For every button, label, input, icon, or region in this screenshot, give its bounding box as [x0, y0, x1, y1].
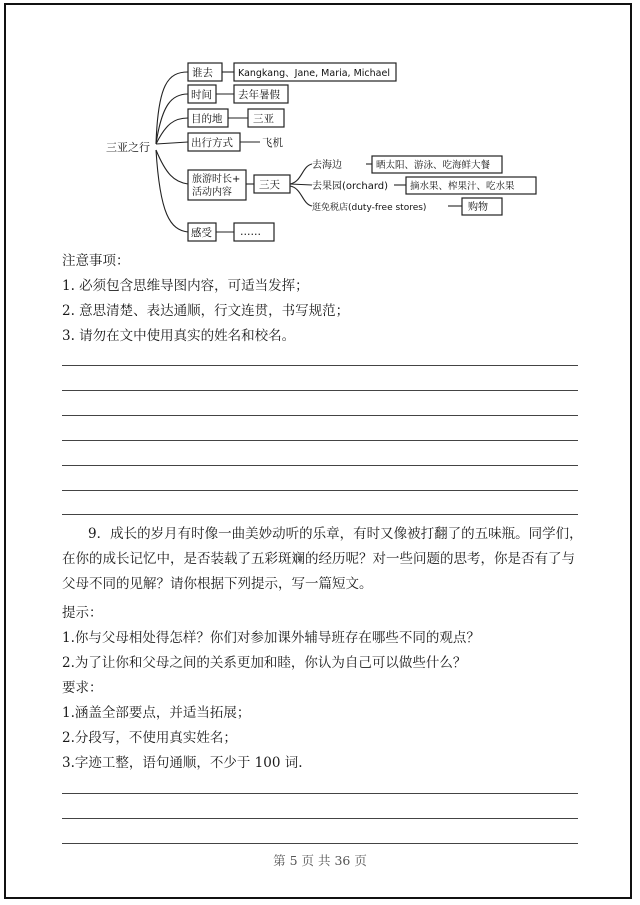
mm-center-label: 三亚之行: [106, 141, 150, 154]
answer-line: [62, 490, 578, 491]
requirement-item: 3.字迹工整，语句通顺，不少于 100 词.: [62, 755, 303, 771]
requirement-item: 2.分段写，不使用真实姓名；: [62, 730, 237, 746]
mm-branch-label: 感受: [191, 227, 212, 239]
hint-item: 2.为了让你和父母之间的关系更加和睦，你认为自己可以做些什么？: [62, 655, 467, 671]
answer-line: [62, 514, 578, 515]
mm-sub-value: 摘水果、榨果汁、吃水果: [410, 181, 515, 192]
page-footer: 第 5 页 共 36 页: [273, 853, 367, 868]
mm-connector: [156, 150, 188, 184]
mm-branch-value: 三亚: [253, 113, 274, 125]
hint-item: 1.你与父母相处得怎样？你们对参加课外辅导班存在哪些不同的观点？: [62, 630, 480, 646]
answer-line: [62, 390, 578, 391]
mm-connector: [290, 184, 312, 185]
mm-sub-label: 逛免税店(duty-free stores): [312, 203, 427, 213]
answer-line: [62, 365, 578, 366]
mm-branch-value: 飞机: [262, 137, 283, 149]
answer-line: [62, 818, 578, 819]
mm-branch-label: 出行方式: [191, 137, 233, 149]
mm-connector: [290, 164, 312, 184]
notes-item: 1. 必须包含思维导图内容，可适当发挥；: [62, 278, 309, 294]
mm-branch-value: Kangkang、Jane, Maria, Michael: [238, 68, 390, 79]
mm-branch-value: ……: [240, 226, 261, 238]
mm-connector: [290, 186, 312, 206]
notes-item: 3. 请勿在文中使用真实的姓名和校名。: [62, 328, 296, 344]
notes-title: 注意事项：: [62, 253, 130, 269]
mm-connector: [156, 142, 188, 144]
mm-sub-label: 去海边: [312, 160, 342, 171]
mm-branch-label: 谁去: [192, 67, 213, 79]
answer-line: [62, 440, 578, 441]
answer-line: [62, 465, 578, 466]
mm-connector: [156, 94, 188, 144]
mm-connector: [156, 72, 188, 144]
mm-sub-label: 去果园(orchard): [312, 181, 389, 192]
mm-branch-value: 去年暑假: [238, 89, 280, 101]
mm-connector: [156, 150, 188, 232]
requirement-title: 要求：: [62, 680, 103, 696]
mm-branch-label: 目的地: [191, 113, 223, 125]
hint-title: 提示：: [62, 605, 103, 621]
answer-line: [62, 843, 578, 844]
answer-line: [62, 793, 578, 794]
requirement-item: 1.涵盖全部要点，并适当拓展；: [62, 705, 251, 721]
mm-branch-label: 旅游时长+: [192, 174, 241, 185]
mm-branch-label: 活动内容: [192, 187, 232, 198]
question-9-prompt: 9．成长的岁月有时像一曲美妙动听的乐章，有时又像被打翻了的五味瓶。同学们，在你的成长记忆中，是否装载了五彩斑斓的经历呢？对一些问题的思考，你是否有了与父母不同的见解？请你根据下列提示，写一篇短文。: [62, 526, 583, 592]
mind-map: [100, 54, 550, 250]
answer-line: [62, 415, 578, 416]
mm-sub-value: 购物: [468, 202, 488, 213]
notes-item: 2. 意思清楚、表达通顺，行文连贯，书写规范；: [62, 303, 350, 319]
mm-branch-value: 三天: [259, 179, 280, 191]
mm-sub-value: 晒太阳、游泳、吃海鲜大餐: [376, 160, 491, 171]
mm-branch-label: 时间: [191, 89, 212, 101]
